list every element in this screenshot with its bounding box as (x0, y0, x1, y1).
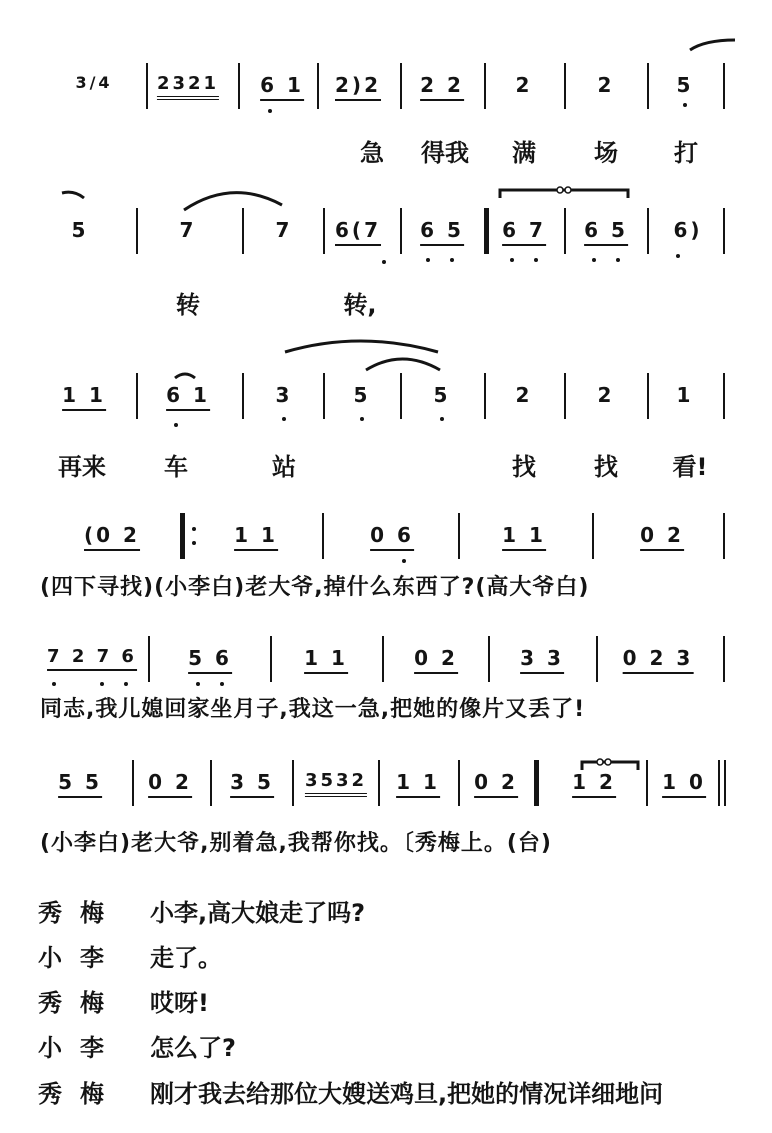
lyric: 满 (512, 139, 536, 167)
speaker: 小李 (38, 944, 122, 972)
note-group: 6 7 (502, 218, 546, 246)
note: 6) (673, 218, 703, 242)
lyric: 站 (272, 453, 296, 481)
note-group: 3532 (305, 770, 367, 797)
note-group: 3 3 (520, 646, 564, 674)
speech: 哎呀! (150, 989, 209, 1017)
note-group: 1 1 (62, 383, 106, 411)
note: 5 (676, 73, 694, 97)
lyric: 转 (176, 291, 200, 319)
lyric: 找 (512, 453, 536, 481)
lyric: 急 (360, 139, 384, 167)
tie-arc (62, 192, 84, 198)
note-group: 0 2 (474, 770, 518, 798)
lyric: 车 (164, 453, 188, 481)
stage-text-5: 同志,我儿媳回家坐月子,我这一急,把她的像片又丢了! (40, 697, 586, 722)
note: 2 (515, 73, 533, 97)
tie-arc (175, 374, 195, 378)
meter: 3/4 (75, 73, 113, 92)
note: 1 (676, 383, 694, 407)
note-group: 0 2 3 (623, 646, 694, 674)
note: 5 (433, 383, 451, 407)
note-group: 0 2 (640, 523, 684, 551)
stage-text-6: (小李白)老大爷,别着急,我帮你找。〔秀梅上。(台) (40, 831, 552, 856)
note-group: 6 5 (584, 218, 628, 246)
speech: 刚才我去给那位大嫂送鸡旦,把她的情况详细地问 (150, 1080, 664, 1108)
note-group: 3 5 (230, 770, 274, 798)
speech: 怎么了? (150, 1034, 236, 1062)
speaker: 小李 (38, 1034, 122, 1062)
bracket-dot (605, 759, 611, 765)
tie-arc (690, 40, 735, 50)
note-group: 5 6 (188, 646, 232, 674)
note-group: 0 2 (148, 770, 192, 798)
note-group: 0 6 (370, 523, 414, 551)
slur-arc (184, 193, 282, 210)
note-group: 1 1 (304, 646, 348, 674)
note-group: 2321 (157, 73, 219, 100)
bracket (500, 190, 628, 198)
speaker: 秀梅 (38, 899, 122, 927)
note: 2 (515, 383, 533, 407)
note-group: 6 1 (166, 383, 210, 411)
note-group: 6 5 (420, 218, 464, 246)
lyric: 得我 (421, 139, 469, 167)
lyric: 转, (343, 291, 377, 319)
note-group: 1 1 (396, 770, 440, 798)
stage-text-4: (四下寻找)(小李白)老大爷,掉什么东西了?(高大爷白) (40, 575, 590, 600)
note: 7 (275, 218, 293, 242)
note-group: 1 1 (502, 523, 546, 551)
slur-arc (285, 341, 438, 352)
note-group: 5 5 (58, 770, 102, 798)
bracket-dot (557, 187, 563, 193)
lyric: 场 (594, 139, 618, 167)
note-group: 1 0 (662, 770, 706, 798)
note-group: 2)2 (335, 73, 381, 101)
lyric: 看! (672, 453, 708, 481)
note-group: 6 1 (260, 73, 304, 101)
note-group: 2 2 (420, 73, 464, 101)
note: 3 (275, 383, 293, 407)
note: 2 (597, 383, 615, 407)
note-group: 6(7 (335, 218, 381, 246)
note: 7 (179, 218, 197, 242)
bracket-dot (565, 187, 571, 193)
lyric: 再来 (58, 453, 106, 481)
speech: 走了。 (150, 944, 222, 972)
note: 2 (597, 73, 615, 97)
note-group: 7 2 7 6 (47, 646, 137, 671)
note-group: 1 1 (234, 523, 278, 551)
lyric: 打 (674, 139, 698, 167)
speech: 小李,高大娘走了吗? (150, 899, 366, 927)
note-group: 0 2 (414, 646, 458, 674)
speaker: 秀梅 (38, 1080, 122, 1108)
speaker: 秀梅 (38, 989, 122, 1017)
slur-arc (366, 359, 440, 370)
note: 5 (353, 383, 371, 407)
note: 5 (71, 218, 89, 242)
note-group: (0 2 (84, 523, 140, 551)
note-group: 1 2 (572, 770, 616, 798)
lyric: 找 (594, 453, 618, 481)
bracket-dot (597, 759, 603, 765)
